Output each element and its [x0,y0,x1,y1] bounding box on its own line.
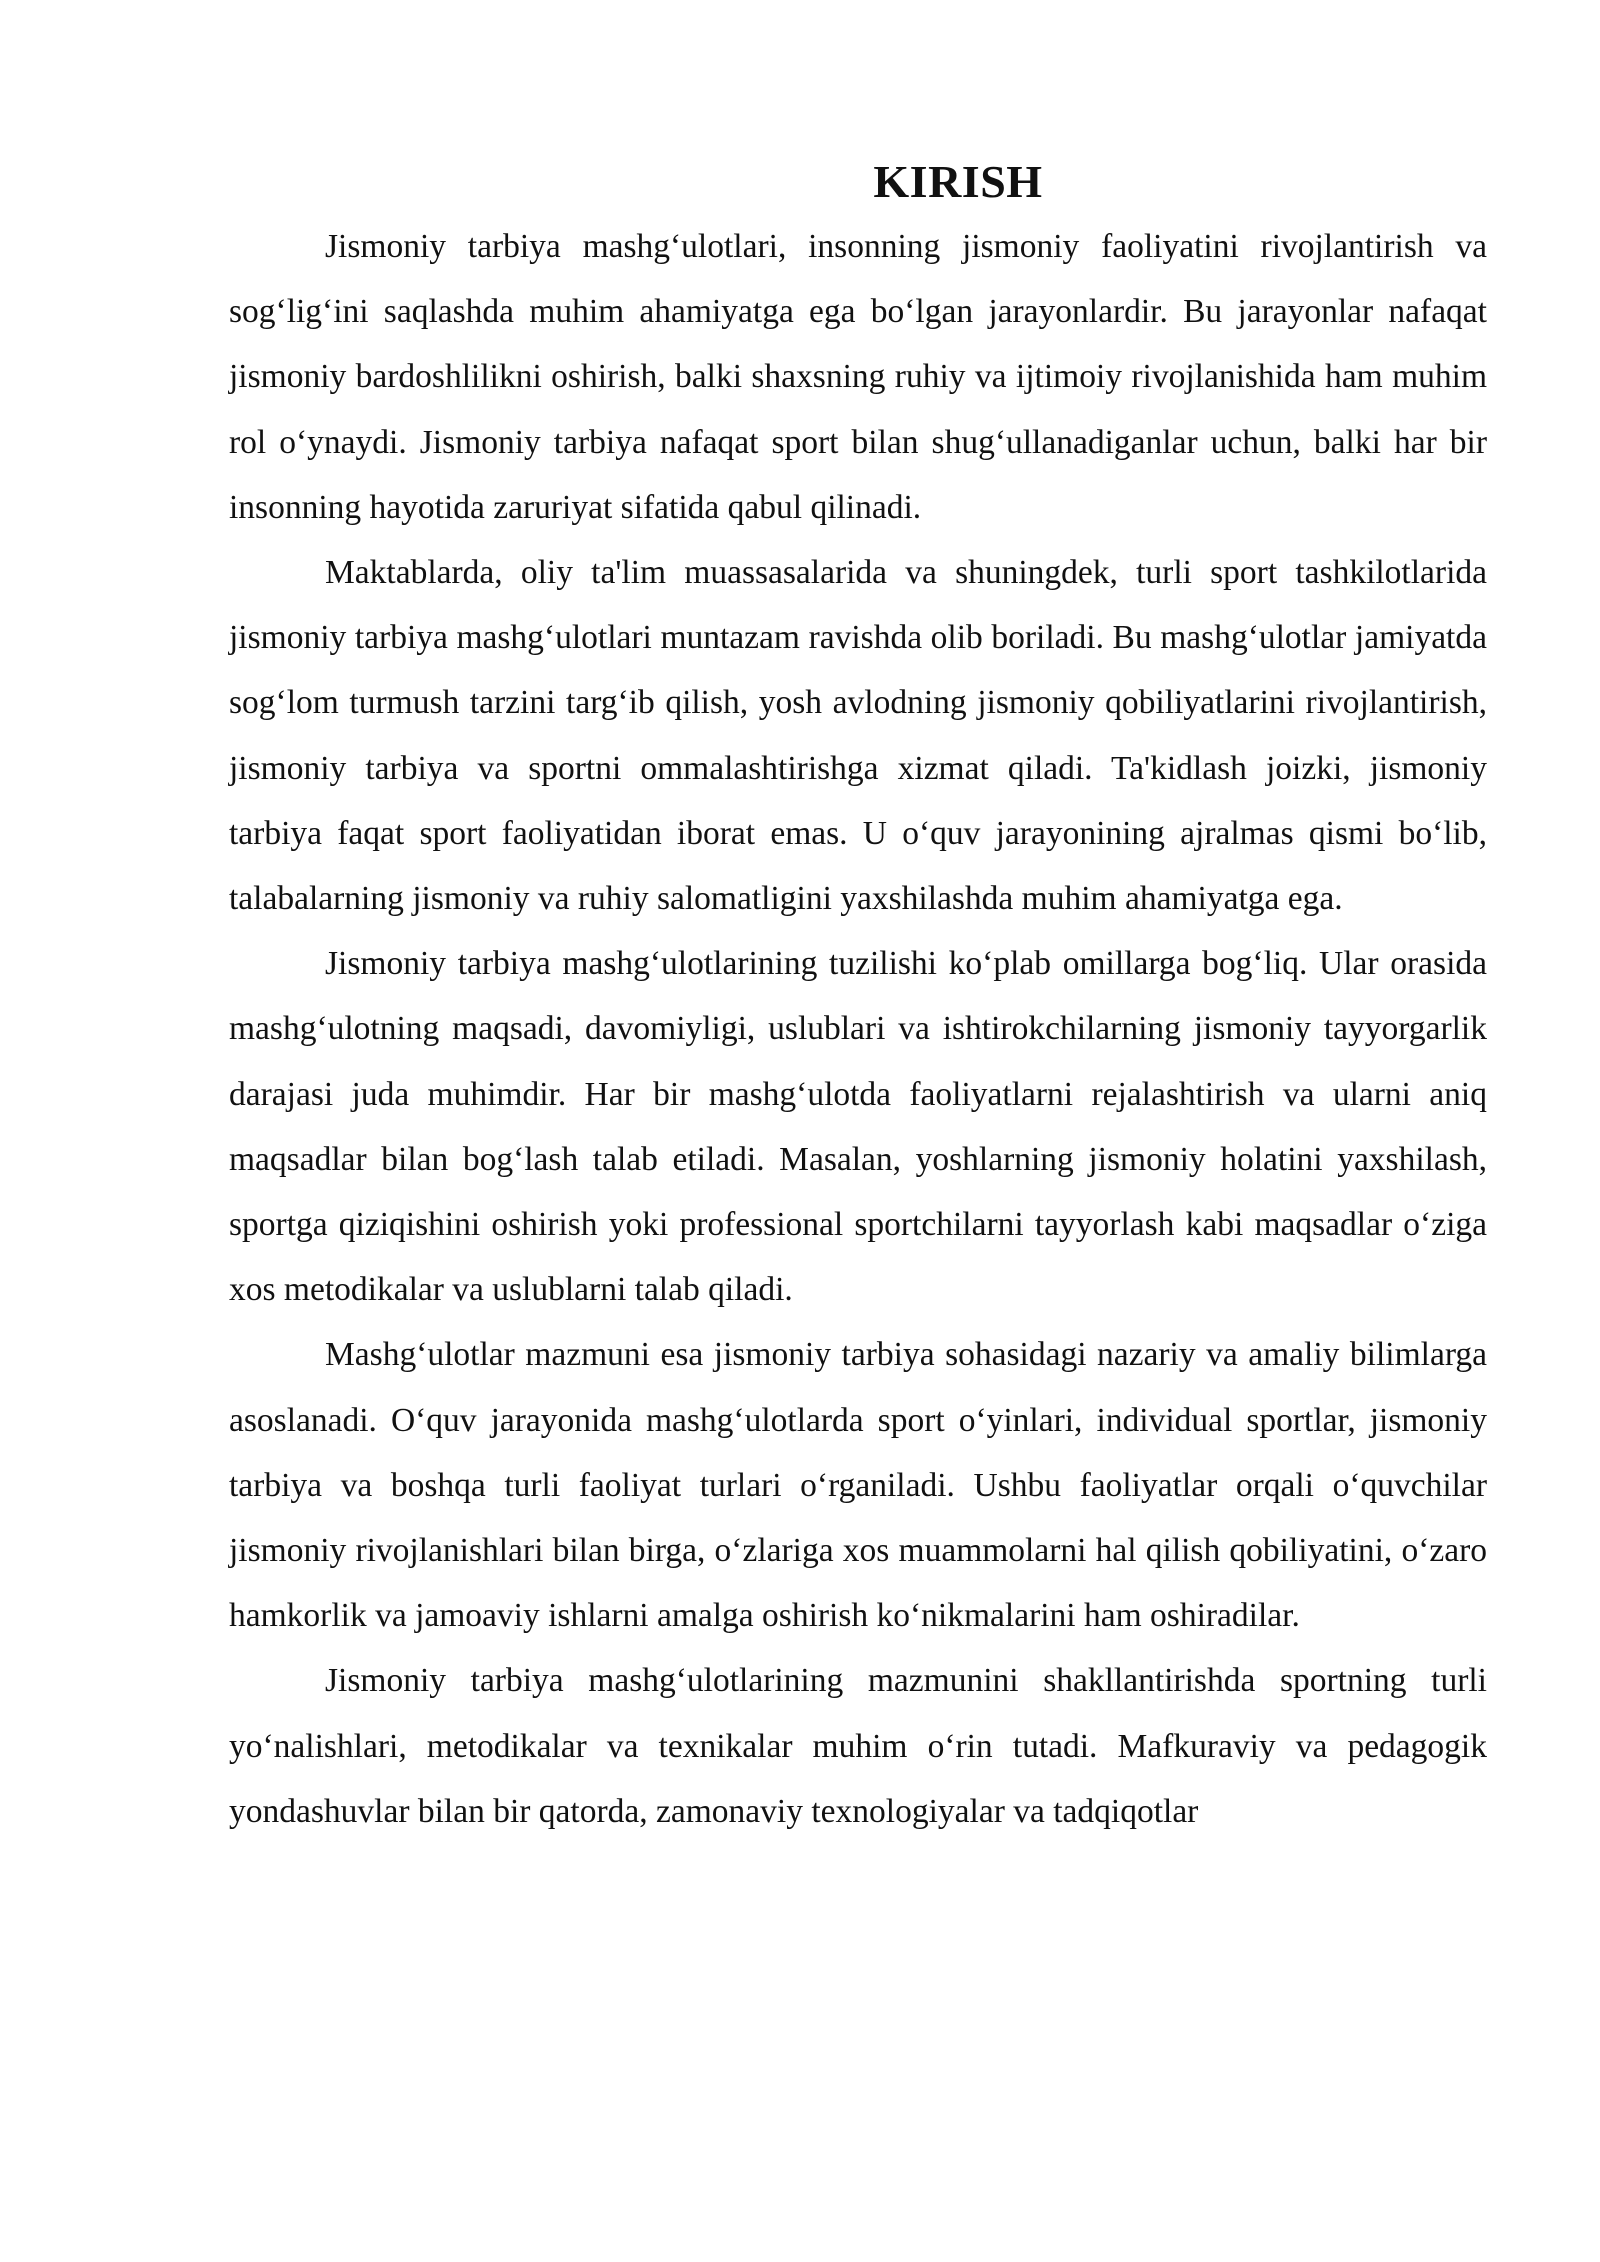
paragraph-4: Mashg‘ulotlar mazmuni esa jismoniy tarbiya sohasidagi nazariy va amaliy bilimlarga asoslanadi. O‘quv jarayonida mashg‘ulotlarda sport o‘yinlari, individual sportlar, jismoniy tarbiya va boshqa turli faoliyat turlari o‘rganiladi. Ushbu faoliyatlar orqali o‘quvchilar jismoniy rivojlanishlari bilan birga, o‘zlariga xos muammolarni hal qilish qobiliyatini, o‘zaro hamkorlik va jamoaviy ishlarni amalga oshirish ko‘nikmalarini ham oshiradilar. [229,1336,1487,1635]
paragraph-2: Maktablarda, oliy ta'lim muassasalarida va shuningdek, turli sport tashkilotlarida jismoniy tarbiya mashg‘ulotlari muntazam ravishda olib boriladi. Bu mashg‘ulotlar jamiyatda sog‘lom turmush tarzini targ‘ib qilish, yosh avlodning jismoniy qobiliyatlarini rivojlantirish, jismoniy tarbiya va sportni ommalashtirishga xizmat qiladi. Ta'kidlash joizki, jismoniy tarbiya faqat sport faoliyatidan iborat emas. U o‘quv jarayonining ajralmas qismi bo‘lib, talabalarning jismoniy va ruhiy salomatligini yaxshilashda muhim ahamiyatga ega. [229,554,1487,918]
document-body [229,150,1487,1844]
paragraph-5: Jismoniy tarbiya mashg‘ulotlarining mazmunini shakllantirishda sportning turli yo‘nalishlari, metodikalar va texnikalar muhim o‘rin tutadi. Mafkuraviy va pedagogik yondashuvlar bilan bir qatorda, zamonaviy texnologiyalar va tadqiqotlar [229,1662,1487,1830]
paragraph-1: Jismoniy tarbiya mashg‘ulotlari, insonning jismoniy faoliyatini rivojlantirish va sog‘lig‘ini saqlashda muhim ahamiyatga ega bo‘lgan jarayonlardir. Bu jarayonlar nafaqat jismoniy bardoshlilikni oshirish, balki shaxsning ruhiy va ijtimoiy rivojlanishida ham muhim rol o‘ynaydi. Jismoniy tarbiya nafaqat sport bilan shug‘ullanadiganlar uchun, balki har bir insonning hayotida zaruriyat sifatida qabul qilinadi. [229,228,1487,526]
page-title: KIRISH [873,156,1043,207]
paragraph-3: Jismoniy tarbiya mashg‘ulotlarining tuzilishi ko‘plab omillarga bog‘liq. Ular orasida mashg‘ulotning maqsadi, davomiyligi, uslublari va ishtirokchilarning jismoniy tayyorgarlik darajasi juda muhimdir. Har bir mashg‘ulotda faoliyatlarni rejalashtirish va ularni aniq maqsadlar bilan bog‘lash talab etiladi. Masalan, yoshlarning jismoniy holatini yaxshilash, sportga qiziqishini oshirish yoki professional sportchilarni tayyorlash kabi maqsadlar o‘ziga xos metodikalar va uslublarni talab qiladi. [229,945,1487,1309]
